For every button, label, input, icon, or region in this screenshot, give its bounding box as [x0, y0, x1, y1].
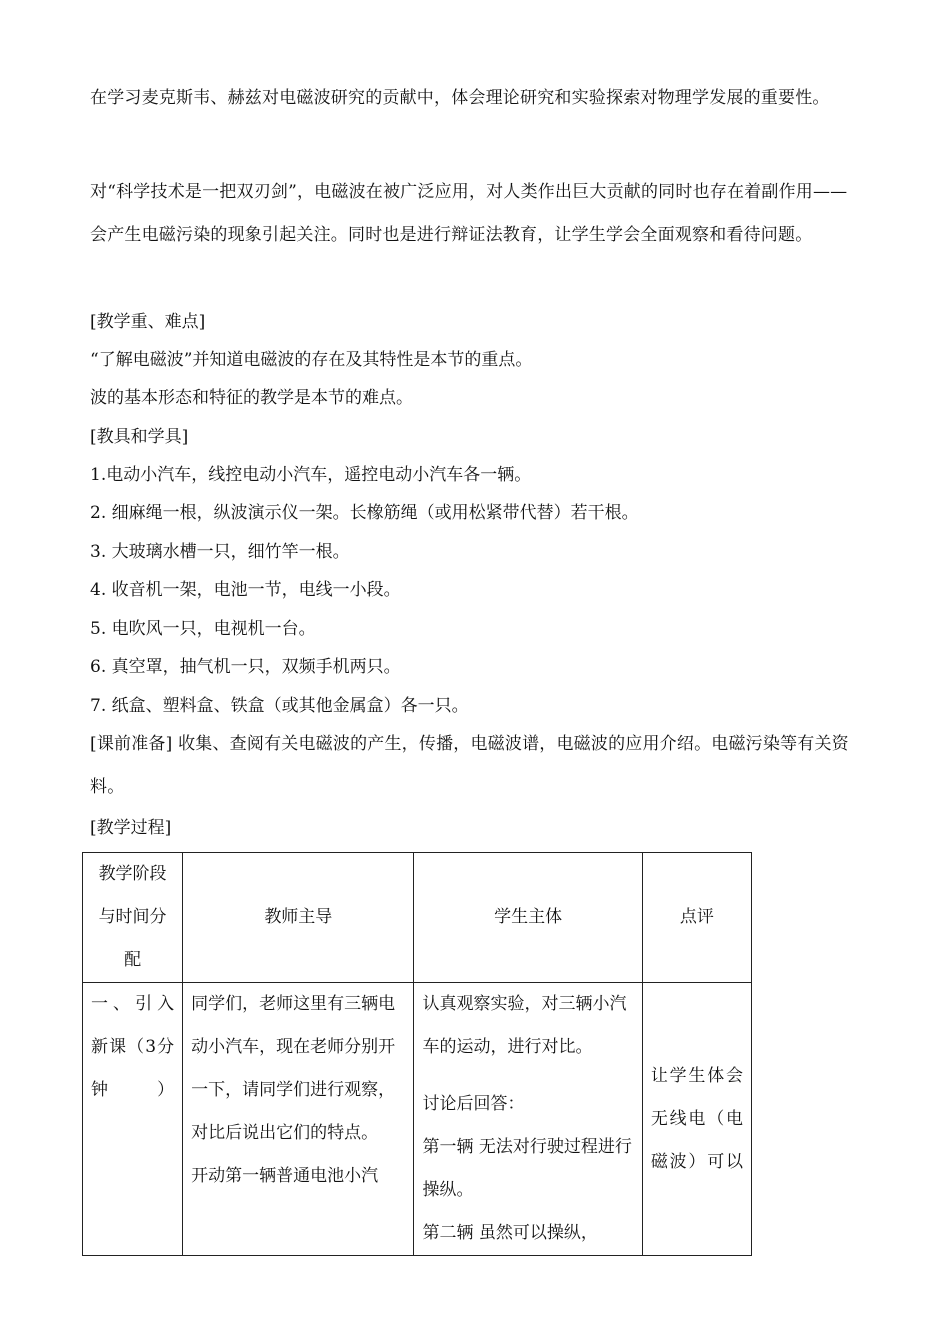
- heading-key-points: [教学重、难点]: [90, 312, 206, 332]
- header-student: 学生主体: [414, 853, 642, 983]
- difficult-point-text: 波的基本形态和特征的教学是本节的难点。: [90, 388, 413, 408]
- paragraph-significance: 在学习麦克斯韦、赫兹对电磁波研究的贡献中，体会理论研究和实验探索对物理学发展的重要性。: [90, 88, 830, 108]
- equipment-item: 3. 大玻璃水槽一只，细竹竿一根。: [90, 542, 350, 562]
- equipment-item: 6. 真空罩，抽气机一只，双频手机两只。: [90, 657, 401, 677]
- preparation-paragraph: [课前准备] 收集、查阅有关电磁波的产生，传播，电磁波谱，电磁波的应用介绍。电磁污染等有关资料。: [90, 734, 849, 797]
- table-row: [83, 983, 752, 1256]
- equipment-item: 2. 细麻绳一根，纵波演示仪一架。长橡筋绳（或用松紧带代替）若干根。: [90, 503, 639, 523]
- cell-teacher: 同学们，老师这里有三辆电动小汽车，现在老师分别开一下，请同学们进行观察，对比后说出它们的特点。 开动第一辆普通电池小汽: [183, 983, 414, 1256]
- header-stage: 教学阶段与时间分配: [83, 853, 183, 983]
- table-header-row: [83, 853, 752, 983]
- key-point-text: “了解电磁波”并知道电磁波的存在及其特性是本节的重点。: [90, 350, 533, 370]
- equipment-item: 1.电动小汽车，线控电动小汽车，遥控电动小汽车各一辆。: [90, 465, 532, 485]
- equipment-item: 7. 纸盒、塑料盒、铁盒（或其他金属盒）各一只。: [90, 696, 469, 716]
- header-teacher: 教师主导: [183, 853, 414, 983]
- cell-stage: 一、引入新课（3分钟）: [83, 983, 183, 1256]
- cell-student: 认真观察实验，对三辆小汽车的运动，进行对比。 讨论后回答： 第一辆 无法对行驶过程进行操纵。 第二辆 虽然可以操纵，: [414, 983, 642, 1256]
- paragraph-double-edged-sword: 对“科学技术是一把双刃剑”，电磁波在被广泛应用，对人类作出巨大贡献的同时也存在着副作用——会产生电磁污染的现象引起关注。同时也是进行辩证法教育，让学生学会全面观察和看待问题。: [90, 182, 848, 245]
- heading-equipment: [教具和学具]: [90, 427, 189, 447]
- teaching-process-table: [82, 852, 752, 1256]
- equipment-item: 5. 电吹风一只，电视机一台。: [90, 619, 316, 639]
- heading-process: [教学过程]: [90, 818, 172, 838]
- equipment-item: 4. 收音机一架，电池一节，电线一小段。: [90, 580, 401, 600]
- header-comment: 点评: [642, 853, 751, 983]
- cell-comment: 让学生体会无线电（电磁波）可以: [642, 983, 751, 1256]
